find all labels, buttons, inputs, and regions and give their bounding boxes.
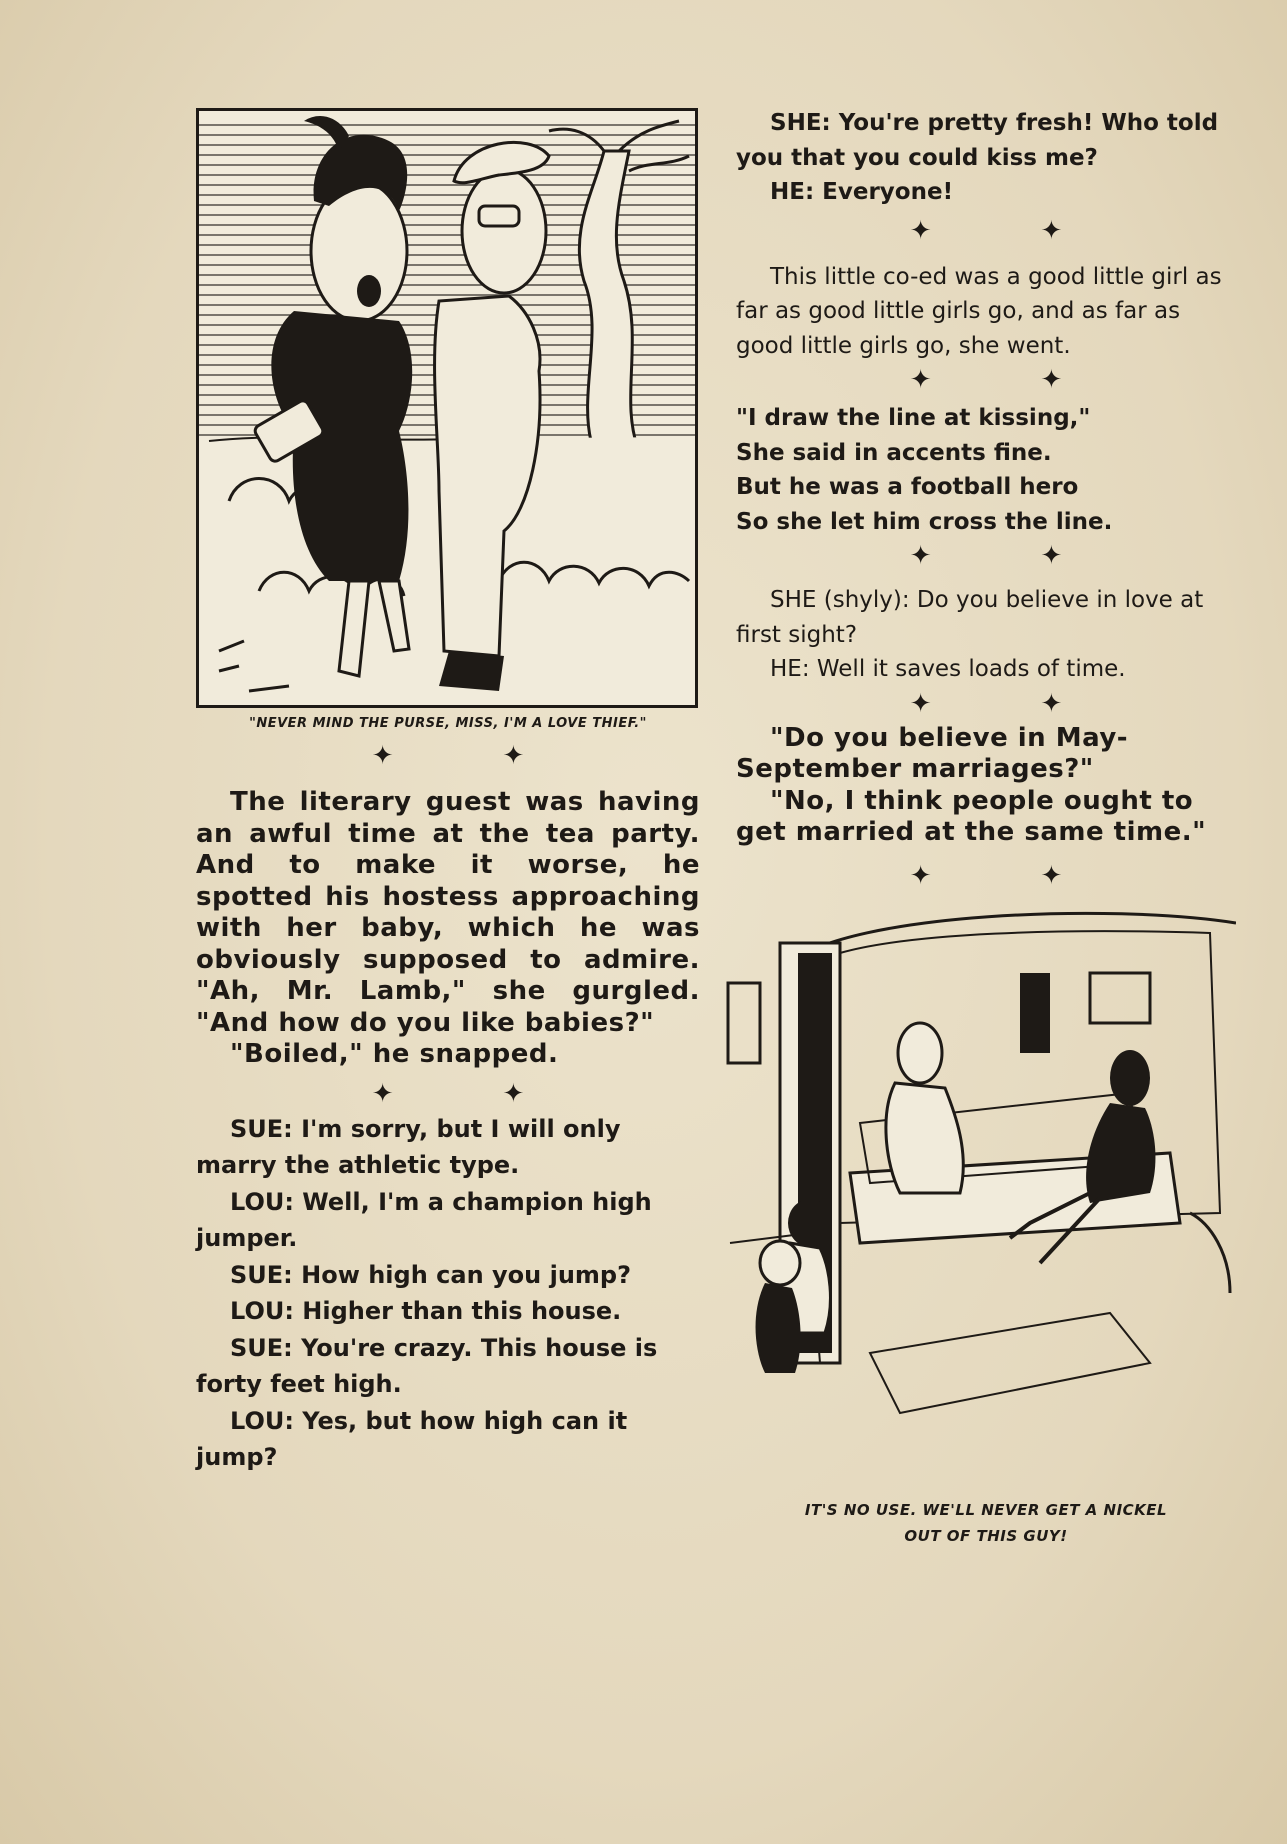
nickel-cartoon xyxy=(710,893,1236,1493)
poem-line: She said in accents fine. xyxy=(736,439,1052,466)
sue-lou-joke xyxy=(196,1111,700,1476)
left-column xyxy=(196,108,700,1476)
question-line: "Do you believe in May-September marriages?" xyxy=(736,722,1129,784)
separator: ✦ ✦ xyxy=(909,215,1113,246)
nickel-caption-line: OUT OF THIS GUY! xyxy=(904,1526,1068,1545)
separator: ✦ ✦ xyxy=(909,860,1113,891)
nickel-caption xyxy=(736,1497,1236,1549)
poem-line: "I draw the line at kissing," xyxy=(736,405,1091,431)
separator: ✦ ✦ xyxy=(909,541,1113,571)
sue-line: SUE: I'm sorry, but I will only marry the athletic type. xyxy=(196,1114,621,1179)
he-line: HE: Well it saves loads of time. xyxy=(770,656,1126,682)
separator: ✦ ✦ xyxy=(909,365,1113,395)
love-thief-cartoon xyxy=(196,108,698,708)
poem-line: So she let him cross the line. xyxy=(736,508,1113,535)
he-line: HE: Everyone! xyxy=(770,179,954,205)
may-september-joke xyxy=(736,723,1236,849)
separator: ✦ ✦ xyxy=(371,1078,575,1109)
right-column xyxy=(736,106,1236,1549)
literary-guest-paragraph: The literary guest was having an awful time at the tea party. And to make it worse, he spotted his hostess approaching with her baby, which he was obviously supposed to admire. "Ah, Mr. Lamb," she gurgled. "And how do you like babies?" xyxy=(196,787,700,1038)
football-poem xyxy=(736,401,1236,539)
coed-joke xyxy=(736,260,1236,364)
answer-line: "No, I think people ought to get married at the same time." xyxy=(736,785,1207,847)
love-thief-illustration xyxy=(199,111,695,705)
lou-line: LOU: Well, I'm a champion high jumper. xyxy=(196,1187,652,1252)
literary-guest-joke xyxy=(196,787,700,1071)
separator: ✦ ✦ xyxy=(371,741,575,771)
she-line: SHE: You're pretty fresh! Who told you that you could kiss me? xyxy=(736,110,1219,171)
sue-line: SUE: You're crazy. This house is forty feet high. xyxy=(196,1333,658,1398)
sue-line: SUE: How high can you jump? xyxy=(230,1260,632,1289)
nickel-illustration xyxy=(710,893,1236,1493)
literary-guest-punchline: "Boiled," he snapped. xyxy=(230,1039,559,1069)
fresh-joke xyxy=(736,106,1236,210)
coed-paragraph: This little co-ed was a good little girl as far as good little girls go, and as far as good little girls go, she went. xyxy=(736,263,1222,359)
first-sight-joke xyxy=(736,583,1236,687)
separator: ✦ ✦ xyxy=(909,688,1113,719)
poem-line: But he was a football hero xyxy=(736,474,1079,500)
she-line: SHE (shyly): Do you believe in love at first sight? xyxy=(736,587,1204,648)
lou-line: LOU: Yes, but how high can it jump? xyxy=(196,1406,628,1471)
lou-line: LOU: Higher than this house. xyxy=(230,1297,622,1325)
nickel-caption-line: IT'S NO USE. WE'LL NEVER GET A NICKEL xyxy=(804,1500,1168,1519)
love-thief-caption: "NEVER MIND THE PURSE, MISS, I'M A LOVE THIEF." xyxy=(249,716,647,731)
